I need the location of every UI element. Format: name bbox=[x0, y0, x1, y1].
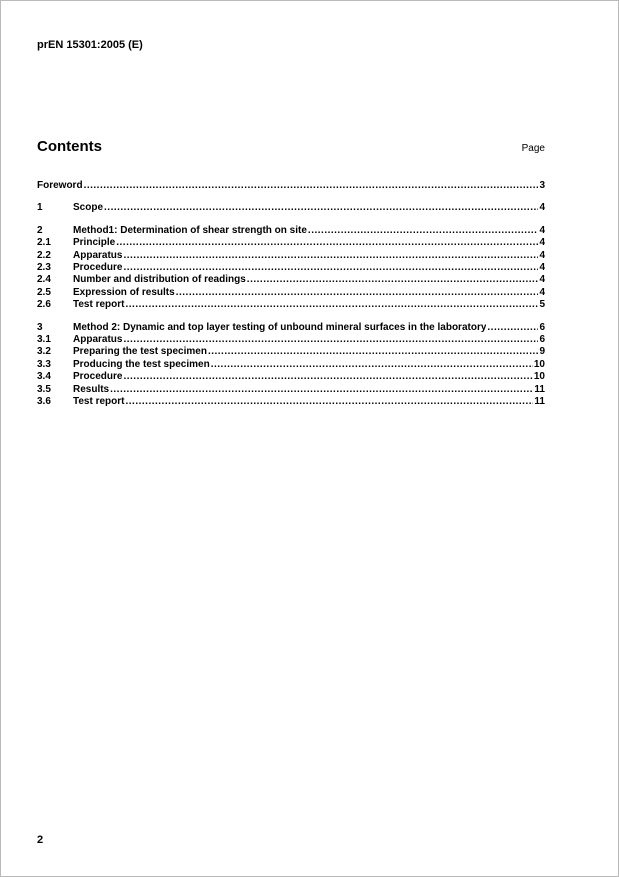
toc-entry-title: Principle bbox=[73, 237, 116, 249]
document-reference: prEN 15301:2005 (E) bbox=[37, 39, 143, 51]
toc-dot-leader bbox=[176, 287, 539, 299]
toc-entry-title: Foreword bbox=[37, 180, 83, 191]
toc-entry-number: 3.4 bbox=[37, 371, 51, 383]
toc-entry bbox=[37, 384, 545, 396]
toc-entry bbox=[37, 250, 545, 262]
toc-dot-leader bbox=[247, 274, 539, 286]
toc-entry bbox=[37, 322, 545, 334]
toc-entry bbox=[37, 299, 545, 311]
page-column-label: Page bbox=[521, 143, 545, 154]
contents-title: Contents bbox=[37, 138, 102, 155]
toc-entry-page: 3 bbox=[539, 180, 545, 191]
toc-entry-title: Procedure bbox=[73, 371, 123, 383]
toc-entry bbox=[37, 225, 545, 237]
toc-entry-title: Preparing the test specimen bbox=[73, 346, 207, 358]
toc-entry-page: 9 bbox=[539, 346, 545, 358]
toc-entry-title: Apparatus bbox=[73, 334, 123, 346]
toc-dot-leader bbox=[116, 237, 538, 249]
toc-entry-number: 3 bbox=[37, 321, 43, 333]
toc-entry-title: Number and distribution of readings bbox=[73, 274, 246, 286]
toc-entry-page: 10 bbox=[533, 371, 545, 383]
toc-entry-page: 11 bbox=[534, 396, 545, 408]
toc-entry-number: 2.2 bbox=[37, 249, 51, 261]
toc-entry bbox=[37, 346, 545, 358]
toc-entry-page: 10 bbox=[533, 358, 545, 370]
toc-entry-page: 4 bbox=[539, 274, 545, 286]
toc-entry-title: Scope bbox=[73, 202, 104, 214]
toc-dot-leader bbox=[208, 346, 539, 358]
toc-entry-page: 4 bbox=[539, 249, 545, 261]
toc-entry-title: Procedure bbox=[73, 262, 123, 274]
table-of-contents bbox=[37, 180, 545, 409]
toc-entry-page: 6 bbox=[539, 321, 545, 333]
toc-dot-leader bbox=[308, 225, 539, 237]
toc-entry bbox=[37, 334, 545, 346]
toc-entry bbox=[37, 396, 545, 408]
toc-entry-title: Method 2: Dynamic and top layer testing of unbound mineral surfaces in the laboratory bbox=[73, 321, 487, 333]
toc-entry-number: 2.5 bbox=[37, 286, 51, 298]
toc-entry-number: 2.3 bbox=[37, 262, 51, 274]
toc-entry-page: 4 bbox=[539, 202, 545, 214]
toc-entry bbox=[37, 180, 545, 192]
toc-entry-page: 4 bbox=[539, 262, 545, 274]
toc-entry-title: Results bbox=[73, 383, 110, 395]
toc-entry-number: 2.1 bbox=[37, 237, 51, 249]
contents-heading-row bbox=[37, 138, 545, 156]
toc-dot-leader bbox=[104, 202, 538, 214]
toc-dot-leader bbox=[126, 299, 539, 311]
toc-entry-page: 4 bbox=[539, 224, 545, 236]
toc-entry-title: Producing the test specimen bbox=[73, 358, 210, 370]
toc-dot-leader bbox=[123, 334, 538, 346]
toc-entry-page: 4 bbox=[539, 286, 545, 298]
toc-entry-title: Expression of results bbox=[73, 286, 175, 298]
toc-dot-leader bbox=[84, 180, 539, 192]
toc-entry-page: 5 bbox=[539, 299, 545, 311]
toc-entry-title: Method1: Determination of shear strength on site bbox=[73, 224, 307, 236]
footer-page-number: 2 bbox=[37, 834, 44, 846]
toc-dot-leader bbox=[123, 262, 538, 274]
toc-entry-number: 3.6 bbox=[37, 396, 51, 408]
toc-entry-number: 3.3 bbox=[37, 358, 51, 370]
toc-entry-number: 1 bbox=[37, 202, 43, 214]
toc-entry-title: Apparatus bbox=[73, 249, 123, 261]
toc-entry bbox=[37, 237, 545, 249]
toc-dot-leader bbox=[123, 250, 538, 262]
toc-entry-number: 3.1 bbox=[37, 334, 51, 346]
toc-dot-leader bbox=[110, 384, 533, 396]
toc-entry-title: Test report bbox=[73, 396, 125, 408]
toc-entry-title: Test report bbox=[73, 299, 125, 311]
toc-entry-number: 2.4 bbox=[37, 274, 51, 286]
toc-entry-page: 4 bbox=[539, 237, 545, 249]
toc-entry bbox=[37, 287, 545, 299]
toc-entry-page: 11 bbox=[534, 383, 545, 395]
toc-entry-number: 2 bbox=[37, 224, 43, 236]
toc-entry bbox=[37, 262, 545, 274]
toc-dot-leader bbox=[487, 322, 538, 334]
toc-entry-number: 2.6 bbox=[37, 299, 51, 311]
toc-entry bbox=[37, 359, 545, 371]
toc-entry-page: 6 bbox=[539, 334, 545, 346]
toc-entry bbox=[37, 202, 545, 214]
toc-dot-leader bbox=[211, 359, 533, 371]
toc-entry-number: 3.2 bbox=[37, 346, 51, 358]
toc-entry bbox=[37, 274, 545, 286]
page-content bbox=[37, 39, 545, 409]
toc-dot-leader bbox=[123, 371, 532, 383]
toc-entry-number: 3.5 bbox=[37, 383, 51, 395]
toc-entry bbox=[37, 371, 545, 383]
toc-dot-leader bbox=[126, 396, 534, 408]
